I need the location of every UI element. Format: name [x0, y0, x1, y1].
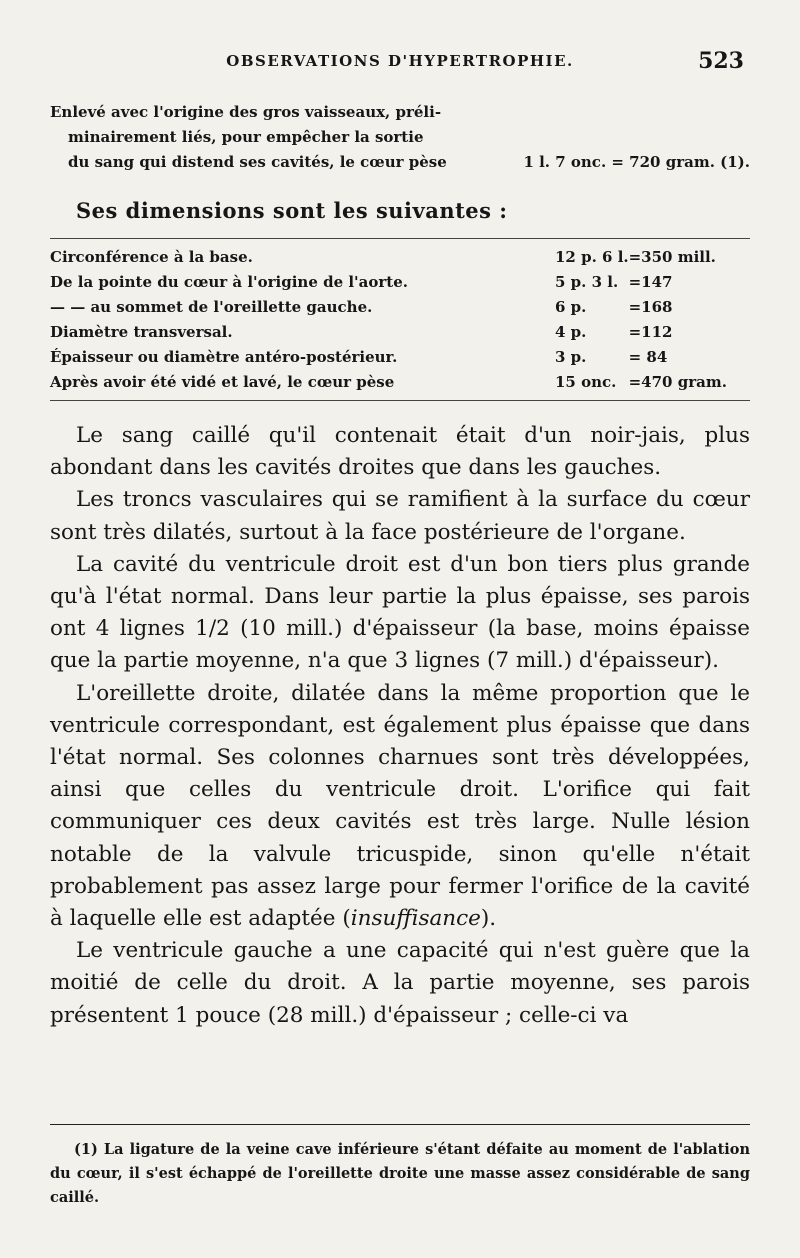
footnote: [50, 1138, 750, 1210]
table-bottom-rule: [50, 400, 750, 401]
body-text: [50, 420, 750, 1032]
intro-line-1: Enlevé avec l'origine des gros vaisseaux, préli-: [50, 103, 442, 121]
row-label: De la pointe du cœur à l'origine de l'aorte.: [50, 272, 408, 291]
row-label: Circonférence à la base.: [50, 247, 253, 266]
paragraph-blood: Le sang caillé qu'il contenait était d'un noir-jais, plus abondant dans les cavités droites que dans les gauches.: [50, 423, 750, 481]
row-label: Diamètre transversal.: [50, 322, 233, 341]
row-metric: =168: [628, 297, 673, 316]
intro-line-2: minairement liés, pour empêcher la sortie: [68, 128, 424, 146]
paragraph-right-atrium-end: ).: [480, 906, 497, 932]
intro-line-3: [50, 150, 750, 175]
table-row: [50, 269, 750, 294]
row-metric: =112: [628, 322, 673, 341]
row-metric: =147: [628, 272, 673, 291]
row-value: 3 p.: [555, 347, 587, 366]
row-value: 15 onc.: [555, 372, 617, 391]
paragraph-right-atrium: [50, 678, 750, 936]
italic-term: insuffisance: [350, 906, 481, 932]
table-row: [50, 294, 750, 319]
row-label: — — au sommet de l'oreillette gauche.: [50, 297, 373, 316]
row-label: Épaisseur ou diamètre antéro-postérieur.: [50, 347, 398, 366]
row-metric: =350 mill.: [628, 247, 716, 266]
paragraph-left-ventricle: Le ventricule gauche a une capacité qui n'est guère que la moitié de celle du droit. A la partie moyenne, ses parois présentent 1 pouce (28 mill.) d'épaisseur ; celle-ci va: [50, 938, 750, 1028]
row-value: 4 p.: [555, 322, 587, 341]
paragraph-vessels: Les troncs vasculaires qui se ramifient à la surface du cœur sont très dilatés, surtout à la face postérieure de l'organe.: [50, 487, 750, 545]
intro-line-3-value: 1 l. 7 onc. = 720 gram. (1).: [523, 153, 750, 171]
paragraph-right-ventricle: La cavité du ventricule droit est d'un bon tiers plus grande qu'à l'état normal. Dans leur partie la plus épaisse, ses parois ont 4 lignes 1/2 (10 mill.) d'épaisseur (la base, moins épaisse que la partie moyenne, n'a que 3 lignes (7 mill.) d'épaisseur).: [50, 551, 750, 674]
footnote-text: (1) La ligature de la veine cave inférieure s'étant défaite au moment de l'ablation du cœur, il s'est échappé de l'oreillette droite une masse assez considérable de sang caillé.: [50, 1141, 750, 1206]
paragraph-right-atrium-text: L'oreillette droite, dilatée dans la même proportion que le ventricule correspondant, est également plus épaisse que dans l'état normal. Ses colonnes charnues sont très développées, ainsi que celles du ventricule droit. L'orifice qui fait communiquer ces deux cavités est très large. Nulle lésion notable de la valvule tricuspide, sinon qu'elle n'était probablement pas assez large pour fermer l'orifice de la cavité à laquelle elle est adaptée (: [50, 680, 750, 932]
intro-paragraph: [50, 100, 750, 175]
row-value: 12 p. 6 l.: [555, 247, 629, 266]
footnote-rule: [50, 1124, 750, 1125]
table-top-rule: [50, 238, 750, 239]
intro-line-3-text: du sang qui distend ses cavités, le cœur pèse: [68, 153, 447, 171]
table-row: [50, 369, 750, 394]
running-head-title: OBSERVATIONS D'HYPERTROPHIE.: [226, 52, 574, 70]
dimensions-table: [50, 244, 750, 394]
row-value: 5 p. 3 l.: [555, 272, 619, 291]
dimensions-title: Ses dimensions sont les suivantes :: [76, 198, 508, 223]
row-metric: =470 gram.: [628, 372, 727, 391]
row-value: 6 p.: [555, 297, 587, 316]
row-label: Après avoir été vidé et lavé, le cœur pèse: [50, 372, 395, 391]
page-number: 523: [698, 48, 744, 74]
row-metric: = 84: [628, 347, 668, 366]
table-row: [50, 244, 750, 269]
running-head: [50, 48, 750, 78]
table-row: [50, 344, 750, 369]
table-row: [50, 319, 750, 344]
